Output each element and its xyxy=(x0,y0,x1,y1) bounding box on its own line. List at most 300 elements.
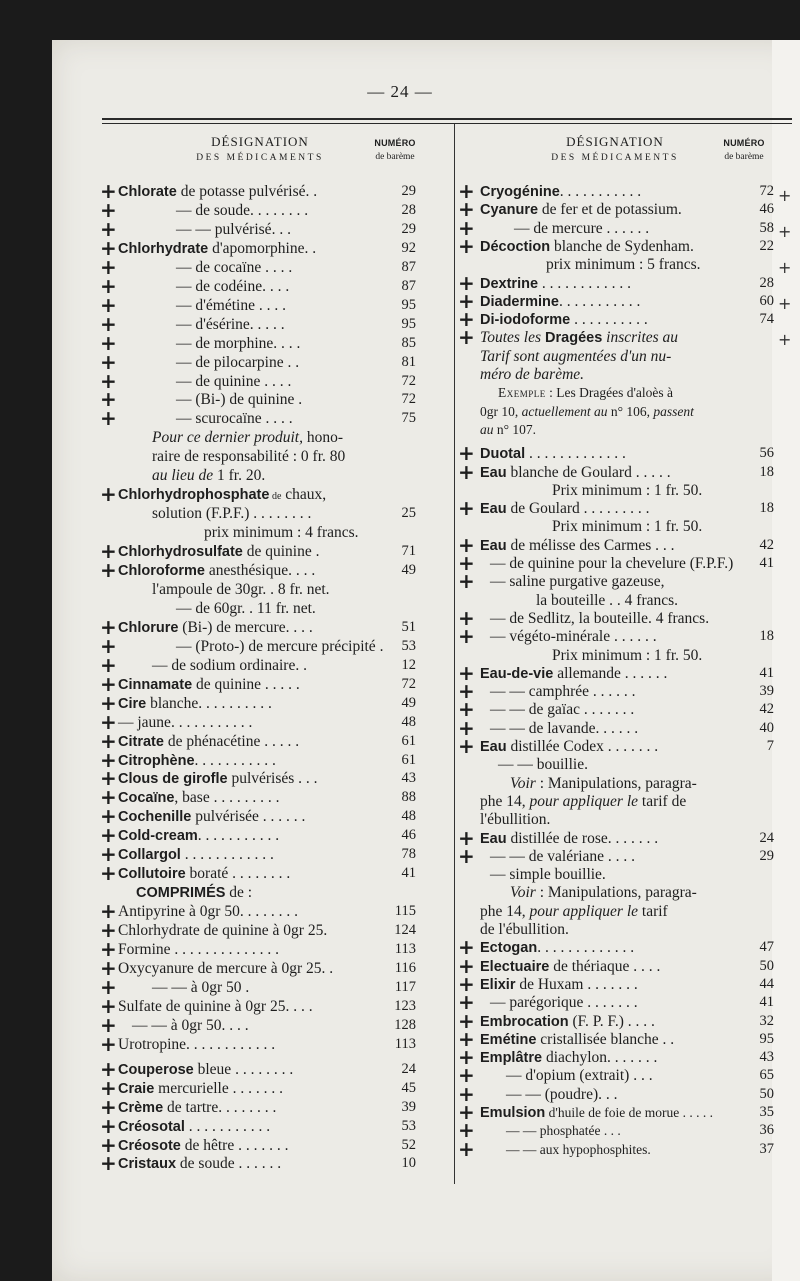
entry-row xyxy=(458,569,778,594)
entry-description: distillée Codex . . . . . . . xyxy=(506,738,659,755)
entry-text xyxy=(480,463,671,483)
bareme-number: 72 xyxy=(759,183,774,199)
bareme-number: 113 xyxy=(394,941,416,957)
entry-description: de tartre. . . . . . . . xyxy=(163,1098,277,1116)
bareme-number: 72 xyxy=(401,391,416,408)
plus-mark: + xyxy=(458,441,475,466)
entry-text xyxy=(480,829,658,849)
bareme-number: 35 xyxy=(759,1104,774,1120)
entry-text xyxy=(176,372,291,391)
entry-text xyxy=(490,682,636,701)
entry-row xyxy=(100,918,430,943)
entry-row xyxy=(458,1136,778,1161)
drug-name: Cristaux xyxy=(118,1156,177,1173)
example-label: Exemple xyxy=(498,385,546,401)
entry-description: — (Proto-) de mercure précipité . xyxy=(176,637,384,655)
entry-row xyxy=(458,288,778,313)
entry-description: diachylon. . . . . . . xyxy=(542,1049,658,1067)
entry-description: d'apomorphine. . xyxy=(208,239,317,257)
plus-mark: + xyxy=(100,671,117,696)
drug-name: Eau xyxy=(480,739,507,755)
entry-description: — de soude. . . . . . . . xyxy=(176,201,309,219)
edge-mark: + xyxy=(778,186,792,205)
bareme-number: 44 xyxy=(759,975,774,992)
bareme-number: 25 xyxy=(401,505,416,522)
entry-row xyxy=(100,823,430,848)
entry-description: (F. P. F.) . . . . xyxy=(568,1012,655,1030)
entry-text xyxy=(118,845,274,865)
plus-mark: + xyxy=(458,605,475,630)
entry-text xyxy=(536,591,678,610)
entry-description: Prix minimum : 1 fr. 50. xyxy=(552,481,703,499)
drug-name: Couperose xyxy=(118,1061,194,1078)
italic-text: méro de barème. xyxy=(480,366,585,383)
bareme-number: 18 xyxy=(759,628,774,645)
plus-mark: + xyxy=(100,690,117,715)
entry-text xyxy=(118,1098,276,1118)
entry-row xyxy=(458,1063,778,1088)
bareme-number: 29 xyxy=(759,847,774,864)
drug-name: Cold-cream xyxy=(118,828,198,845)
drug-name: Cryogénine xyxy=(480,184,560,200)
bareme-number: 46 xyxy=(401,827,416,844)
entry-row xyxy=(100,861,430,886)
drug-name: Créosote xyxy=(118,1137,181,1154)
entry-text xyxy=(480,1048,657,1068)
plus-mark: + xyxy=(458,1136,475,1161)
bareme-number: 87 xyxy=(401,277,416,294)
entry-row xyxy=(100,804,430,829)
entry-text xyxy=(118,675,300,695)
drug-name: Cyanure xyxy=(480,202,539,219)
entry-row xyxy=(100,292,430,317)
entry-text xyxy=(480,664,667,684)
entry-description: l'ébullition. xyxy=(480,811,551,829)
plus-mark: + xyxy=(100,558,117,582)
bareme-number: 48 xyxy=(401,713,416,730)
entry-text xyxy=(480,200,682,220)
entry-text xyxy=(118,542,320,562)
entry-description: de Goulard . . . . . . . . . xyxy=(506,500,650,518)
entry-text xyxy=(506,1085,618,1104)
drug-name: Chloroforme xyxy=(118,563,205,579)
entry-row xyxy=(458,307,778,332)
entry-text xyxy=(118,1154,281,1174)
bareme-number: 72 xyxy=(401,675,416,692)
entry-description: : Les Dragées d'aloès à xyxy=(545,385,674,401)
entry-description: — — phosphatée . . . xyxy=(506,1123,621,1139)
entry-description: de Huxam . . . . . . . xyxy=(515,975,638,993)
page-number: — 24 — xyxy=(367,82,433,101)
entry-description: la bouteille . . 4 francs. xyxy=(536,591,679,609)
entry-row xyxy=(100,1132,430,1157)
plus-mark: + xyxy=(100,482,117,507)
drug-name: COMPRIMÉS xyxy=(136,885,226,902)
entry-description: . . . . . . . . . . . xyxy=(184,1117,271,1135)
entry-text xyxy=(176,258,292,277)
entry-description: , base . . . . . . . . . xyxy=(174,789,280,807)
entry-row xyxy=(100,974,430,999)
entry-text xyxy=(506,1066,653,1085)
plus-mark: + xyxy=(100,861,117,886)
plus-mark: + xyxy=(100,1012,117,1037)
entry-description: — scurocaïne . . . . xyxy=(176,410,293,428)
drug-name: Collargol xyxy=(118,847,181,864)
plus-mark: + xyxy=(100,387,117,412)
bareme-number: 124 xyxy=(394,922,416,939)
bareme-number: 85 xyxy=(401,334,416,351)
drug-name: Elixir xyxy=(480,976,516,993)
entry-text xyxy=(506,1140,651,1159)
entry-text xyxy=(480,182,641,202)
entry-description: de quinine . xyxy=(242,543,320,561)
entry-text xyxy=(490,609,709,628)
entry-text xyxy=(152,504,311,523)
plus-mark: + xyxy=(458,715,475,740)
plus-mark: + xyxy=(458,990,475,1015)
bareme-number: 53 xyxy=(401,637,416,654)
bareme-number: 61 xyxy=(401,732,416,749)
left-numero-header xyxy=(370,136,420,164)
italic-text: pour appliquer le xyxy=(529,792,639,810)
bareme-number: 43 xyxy=(401,770,416,787)
entry-description: — — à 0gr 50 . xyxy=(152,978,250,996)
entry-row xyxy=(458,843,778,868)
drug-name: Décoction xyxy=(480,238,551,255)
entry-row xyxy=(100,842,430,867)
entry-row xyxy=(100,1012,430,1037)
bareme-number: 95 xyxy=(759,1030,774,1047)
entry-row xyxy=(100,179,430,203)
entry-text xyxy=(480,499,650,519)
entry-description: l'ampoule de 30gr. . 8 fr. net. xyxy=(152,580,330,598)
bareme-number: 42 xyxy=(759,536,774,553)
entry-text xyxy=(176,599,316,618)
entry-description: — de mercure . . . . . . xyxy=(514,219,650,237)
entry-text xyxy=(132,1016,249,1035)
entry-row xyxy=(458,591,778,610)
entry-row xyxy=(458,179,778,203)
entry-text xyxy=(490,572,664,591)
plus-mark: + xyxy=(458,532,475,557)
plus-mark: + xyxy=(100,254,117,279)
entry-row xyxy=(458,325,778,350)
bareme-number: 81 xyxy=(401,353,416,370)
plus-mark: + xyxy=(100,1075,117,1100)
entry-description: — de 60gr. . 11 fr. net. xyxy=(176,599,316,617)
header-rule xyxy=(102,118,792,120)
bareme-number: 41 xyxy=(759,994,774,1011)
entry-text xyxy=(176,296,286,315)
numero-subtitle: de barème xyxy=(724,152,764,162)
bareme-number: 29 xyxy=(401,183,416,199)
plus-mark: + xyxy=(100,1132,117,1157)
entry-description: raire de responsabilité : 0 fr. 80 xyxy=(152,448,346,466)
entry-text xyxy=(490,554,733,573)
plus-mark: + xyxy=(100,974,117,999)
edge-mark: + xyxy=(778,258,792,277)
entry-text xyxy=(490,627,657,646)
drug-name: Chlorhydrate xyxy=(118,240,209,257)
plus-mark: + xyxy=(458,697,475,722)
entry-row xyxy=(458,755,778,774)
entry-description: — jaune. . . . . . . . . . . xyxy=(118,713,253,731)
plus-mark: + xyxy=(100,804,117,829)
entry-text xyxy=(480,920,569,939)
plus-mark: + xyxy=(100,1094,117,1119)
bareme-number: 113 xyxy=(394,1035,416,1052)
entry-row xyxy=(458,402,778,421)
entry-text xyxy=(480,737,658,757)
entry-row xyxy=(458,792,778,811)
bareme-number: 61 xyxy=(401,751,416,768)
entry-row xyxy=(458,1118,778,1143)
entry-row xyxy=(458,825,778,850)
entry-description: de mélisse des Carmes . . . xyxy=(506,536,675,554)
designation-title: DÉSIGNATION xyxy=(211,134,309,149)
entry-description: de soude . . . . . . xyxy=(176,1155,282,1173)
entry-text xyxy=(506,1121,621,1140)
entry-text xyxy=(118,902,298,921)
entry-text xyxy=(118,485,326,506)
entry-row xyxy=(458,883,778,902)
entry-description: de fer et de potassium. xyxy=(538,201,682,219)
entry-text xyxy=(490,719,638,738)
entry-row xyxy=(100,368,430,393)
drug-name: Chlorate xyxy=(118,184,177,200)
entry-row xyxy=(458,496,778,521)
entry-row xyxy=(100,993,430,1018)
entry-row xyxy=(458,990,778,1015)
right-designation-header xyxy=(530,134,700,166)
entry-description: pulvérisés . . . xyxy=(227,770,318,788)
drug-name: Eau xyxy=(480,501,507,518)
entry-text xyxy=(118,751,276,771)
entry-text xyxy=(480,365,584,384)
entry-row xyxy=(458,347,778,366)
bareme-number: 18 xyxy=(759,500,774,517)
entry-description: chaux, xyxy=(281,486,327,504)
entry-text xyxy=(176,334,300,353)
entry-description: cristallisée blanche . . xyxy=(536,1030,675,1048)
entry-row xyxy=(458,953,778,978)
entry-row xyxy=(458,605,778,630)
bareme-number: 49 xyxy=(401,694,416,711)
bareme-number: 36 xyxy=(759,1122,774,1139)
entry-row xyxy=(458,660,778,685)
entry-row xyxy=(458,734,778,758)
entry-row xyxy=(100,349,430,374)
entry-text xyxy=(152,656,307,675)
entry-description: : Manipulations, paragra- xyxy=(535,774,697,792)
entry-row xyxy=(458,920,778,939)
entry-text xyxy=(118,561,315,581)
entry-description: — de Sedlitz, la bouteille. 4 francs. xyxy=(490,609,710,627)
plus-mark: + xyxy=(100,918,117,943)
entry-row xyxy=(458,1100,778,1124)
bareme-number: 72 xyxy=(401,372,416,389)
bareme-number: 60 xyxy=(759,292,774,309)
italic-text: Pour ce dernier produit, xyxy=(152,429,303,447)
entry-description: Chlorhydrate de quinine à 0gr 25. xyxy=(118,922,328,940)
bareme-number: 52 xyxy=(401,1136,416,1153)
italic-text: pour appliquer le xyxy=(529,902,639,920)
entry-text xyxy=(490,700,634,719)
entry-row xyxy=(100,728,430,753)
bareme-number: 10 xyxy=(401,1155,416,1172)
drug-name: Cinnamate xyxy=(118,676,193,693)
entry-row xyxy=(458,697,778,722)
entry-description: bleue . . . . . . . . xyxy=(193,1060,294,1078)
bareme-number: 41 xyxy=(401,865,416,882)
entry-row xyxy=(458,481,778,500)
entry-text xyxy=(514,219,649,238)
bareme-number: 22 xyxy=(759,237,774,254)
entry-row xyxy=(100,482,430,507)
drug-name: Electuaire xyxy=(480,958,550,975)
entry-text xyxy=(118,940,279,959)
entry-description: — — pulvérisé. . . xyxy=(176,220,291,238)
entry-row xyxy=(100,1056,430,1081)
entry-row xyxy=(458,441,778,466)
entry-description: . . . . . . . . . . . xyxy=(197,827,280,845)
entry-row xyxy=(100,766,430,791)
drug-name: Chlorhydrophosphate xyxy=(118,487,270,504)
bareme-number: 18 xyxy=(759,463,774,480)
entry-description: Formine . . . . . . . . . . . . . . xyxy=(118,941,280,958)
entry-description: . . . . . . . . . . . xyxy=(558,292,641,310)
bareme-number: 40 xyxy=(759,719,774,736)
entry-text xyxy=(118,1060,293,1080)
entry-description: — de codéine. . . . xyxy=(176,277,290,295)
plus-mark: + xyxy=(458,551,475,575)
plus-mark: + xyxy=(458,679,475,704)
bareme-number: 29 xyxy=(401,220,416,237)
entry-description: (Bi-) de mercure. . . . xyxy=(178,618,313,636)
bareme-number: 117 xyxy=(394,978,416,995)
entry-text xyxy=(510,883,697,902)
plus-mark: + xyxy=(458,953,475,978)
entry-description: : Manipulations, paragra- xyxy=(535,884,697,902)
drug-name: Ectogan xyxy=(480,940,538,957)
plus-mark: + xyxy=(458,1081,475,1106)
drug-name: Clous de girofle xyxy=(118,771,228,788)
entry-description: pulvérisée . . . . . . xyxy=(191,808,306,826)
entry-row xyxy=(100,523,430,542)
plus-mark: + xyxy=(100,633,117,658)
entry-description: blanche de Goulard . . . . . xyxy=(506,463,671,481)
plus-mark: + xyxy=(458,325,475,350)
bareme-number: 46 xyxy=(759,201,774,218)
plus-mark: + xyxy=(100,235,117,260)
italic-text: Tarif sont augmentées d'un nu- xyxy=(480,347,672,365)
entry-row xyxy=(100,937,430,961)
drug-name: Citrophène xyxy=(118,752,195,769)
entry-row xyxy=(100,539,430,564)
entry-row xyxy=(100,614,430,639)
entry-description: mercurielle . . . . . . . xyxy=(154,1079,283,1097)
entry-text xyxy=(498,755,588,774)
small-text: de xyxy=(269,491,282,503)
italic-text: passent xyxy=(653,403,694,419)
italic-text: inscrites au xyxy=(602,329,679,347)
bareme-number: 75 xyxy=(401,410,416,427)
entry-description: 1 fr. 20. xyxy=(213,467,266,485)
bareme-number: 47 xyxy=(759,939,774,956)
entry-row xyxy=(100,273,430,298)
bareme-number: 115 xyxy=(394,903,416,920)
plus-mark: + xyxy=(100,652,117,677)
entry-row xyxy=(458,1008,778,1033)
entry-description: solution (F.P.F.) . . . . . . . . xyxy=(152,505,312,523)
entry-text xyxy=(176,277,289,296)
drug-name: Dragées xyxy=(541,330,603,347)
entry-text xyxy=(498,383,673,402)
entry-row xyxy=(100,652,430,677)
entry-row xyxy=(458,420,778,439)
plus-mark: + xyxy=(100,766,117,791)
column-divider xyxy=(454,124,455,1184)
plus-mark: + xyxy=(100,1056,117,1081)
plus-mark: + xyxy=(458,270,475,295)
header-rule-thin xyxy=(102,123,792,124)
entry-text xyxy=(176,390,302,409)
plus-mark: + xyxy=(458,215,475,240)
entry-description: de thériaque . . . . xyxy=(549,957,661,975)
entry-text xyxy=(480,402,694,421)
plus-mark: + xyxy=(100,993,117,1018)
plus-mark: + xyxy=(100,539,117,564)
plus-mark: + xyxy=(458,1008,475,1033)
entry-description: n° 106, xyxy=(607,403,654,419)
entry-text xyxy=(480,310,648,330)
entry-text xyxy=(118,826,279,846)
bareme-number: 41 xyxy=(759,664,774,681)
entry-description: de hêtre . . . . . . . xyxy=(180,1136,289,1154)
entry-description: — — à 0gr 50. . . . xyxy=(132,1016,249,1034)
bareme-number: 32 xyxy=(759,1012,774,1029)
entry-description: tarif xyxy=(638,902,668,920)
entry-text xyxy=(480,810,550,829)
entry-description: — d'opium (extrait) . . . xyxy=(506,1067,653,1085)
plus-mark: + xyxy=(458,179,475,203)
entry-description: — — bouillie. xyxy=(498,756,588,774)
entry-text xyxy=(552,481,702,500)
entry-description: Sulfate de quinine à 0gr 25. . . . xyxy=(118,997,313,1015)
entry-row xyxy=(458,551,778,575)
plus-mark: + xyxy=(458,624,475,649)
entry-row xyxy=(100,311,430,336)
bareme-number: 116 xyxy=(394,959,416,976)
entry-row xyxy=(100,216,430,241)
entry-description: . . . . . . . . . . . xyxy=(559,183,642,200)
entry-description: . . . . . . . . . . . . xyxy=(180,846,274,864)
entry-text xyxy=(204,523,359,542)
entry-row xyxy=(458,532,778,557)
entry-description: — végéto-minérale . . . . . . xyxy=(490,628,657,646)
entry-text xyxy=(480,957,660,977)
entry-text xyxy=(136,883,252,903)
plus-mark: + xyxy=(100,216,117,241)
italic-text: actuellement au xyxy=(521,403,608,419)
entry-description: — simple bouillie. xyxy=(490,866,606,884)
drug-name: Cochenille xyxy=(118,809,192,826)
entry-text xyxy=(118,921,327,940)
entry-row xyxy=(100,633,430,658)
entry-text xyxy=(480,420,536,439)
entry-row xyxy=(458,459,778,484)
entry-text xyxy=(480,1012,655,1032)
